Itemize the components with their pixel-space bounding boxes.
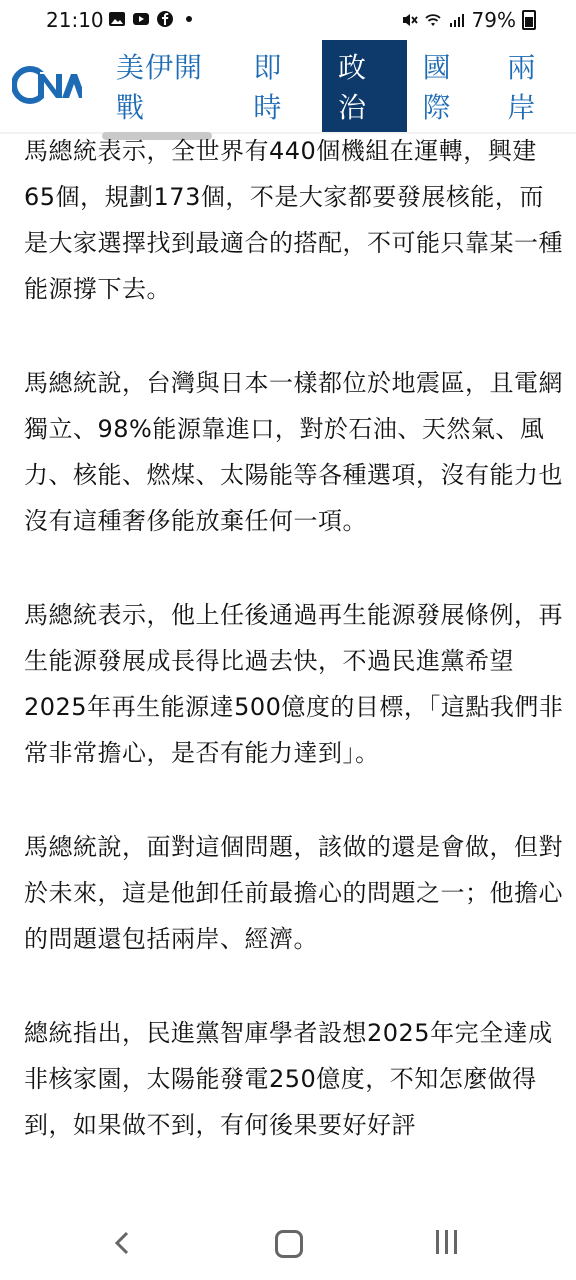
tab-iran-war[interactable]: 美伊開戰 bbox=[116, 51, 204, 124]
article-body bbox=[24, 128, 564, 1196]
tab-politics[interactable]: 政治 bbox=[322, 40, 407, 132]
status-time: 21:10 bbox=[46, 8, 104, 32]
notification-dot-icon bbox=[186, 16, 192, 22]
article-paragraph: 馬總統表示，他上任後通過再生能源發展條例，再生能源發展成長得比過去快，不過民進黨希望2025年再生能源達500億度的目標，「這點我們非常非常擔心，是否有能力達到」。 bbox=[24, 601, 564, 767]
tab-international[interactable]: 國際 bbox=[422, 51, 452, 124]
article-paragraph: 馬總統說，面對這個問題，該做的還是會做，但對於未來，這是他卸任前最擔心的問題之一；他擔心的問題還包括兩岸、經濟。 bbox=[24, 833, 563, 953]
category-tabs bbox=[100, 40, 576, 132]
article-paragraph: 馬總統說，台灣與日本一樣都位於地震區，且電網獨立、98%能源靠進口，對於石油、天然氣、風力、核能、燃煤、太陽能等各種選項，沒有能力也沒有這種奢侈能放棄任何一項。 bbox=[24, 369, 563, 535]
top-navigation bbox=[0, 40, 576, 132]
battery-icon bbox=[522, 10, 536, 30]
system-navigation-bar bbox=[0, 1208, 576, 1280]
battery-percent: 79% bbox=[471, 8, 516, 32]
home-icon[interactable] bbox=[275, 1230, 303, 1258]
back-icon[interactable] bbox=[110, 1230, 136, 1256]
article-paragraph: 馬總統表示，全世界有440個機組在運轉，興建65個，規劃173個，不是大家都要發展核能，而是大家選擇找到最適合的搭配，不可能只靠某一種能源撐下去。 bbox=[24, 137, 563, 303]
wifi-icon bbox=[424, 11, 442, 29]
mute-vibrate-icon bbox=[400, 11, 418, 29]
gallery-icon bbox=[108, 10, 126, 28]
status-bar bbox=[0, 0, 576, 40]
article-paragraph: 總統指出，民進黨智庫學者設想2025年完全達成非核家園，太陽能發電250億度，不知怎麼做得到，如果做不到，有何後果要好好評 bbox=[24, 1019, 553, 1139]
tab-instant[interactable]: 即時 bbox=[253, 51, 283, 124]
status-right bbox=[400, 8, 536, 32]
recents-icon[interactable] bbox=[436, 1230, 462, 1256]
youtube-icon bbox=[132, 10, 150, 28]
tab-cross-strait[interactable]: 兩岸 bbox=[507, 51, 537, 124]
facebook-icon bbox=[156, 10, 174, 28]
status-left-icons bbox=[108, 10, 192, 28]
signal-icon bbox=[448, 11, 466, 29]
cna-logo[interactable] bbox=[12, 64, 82, 106]
